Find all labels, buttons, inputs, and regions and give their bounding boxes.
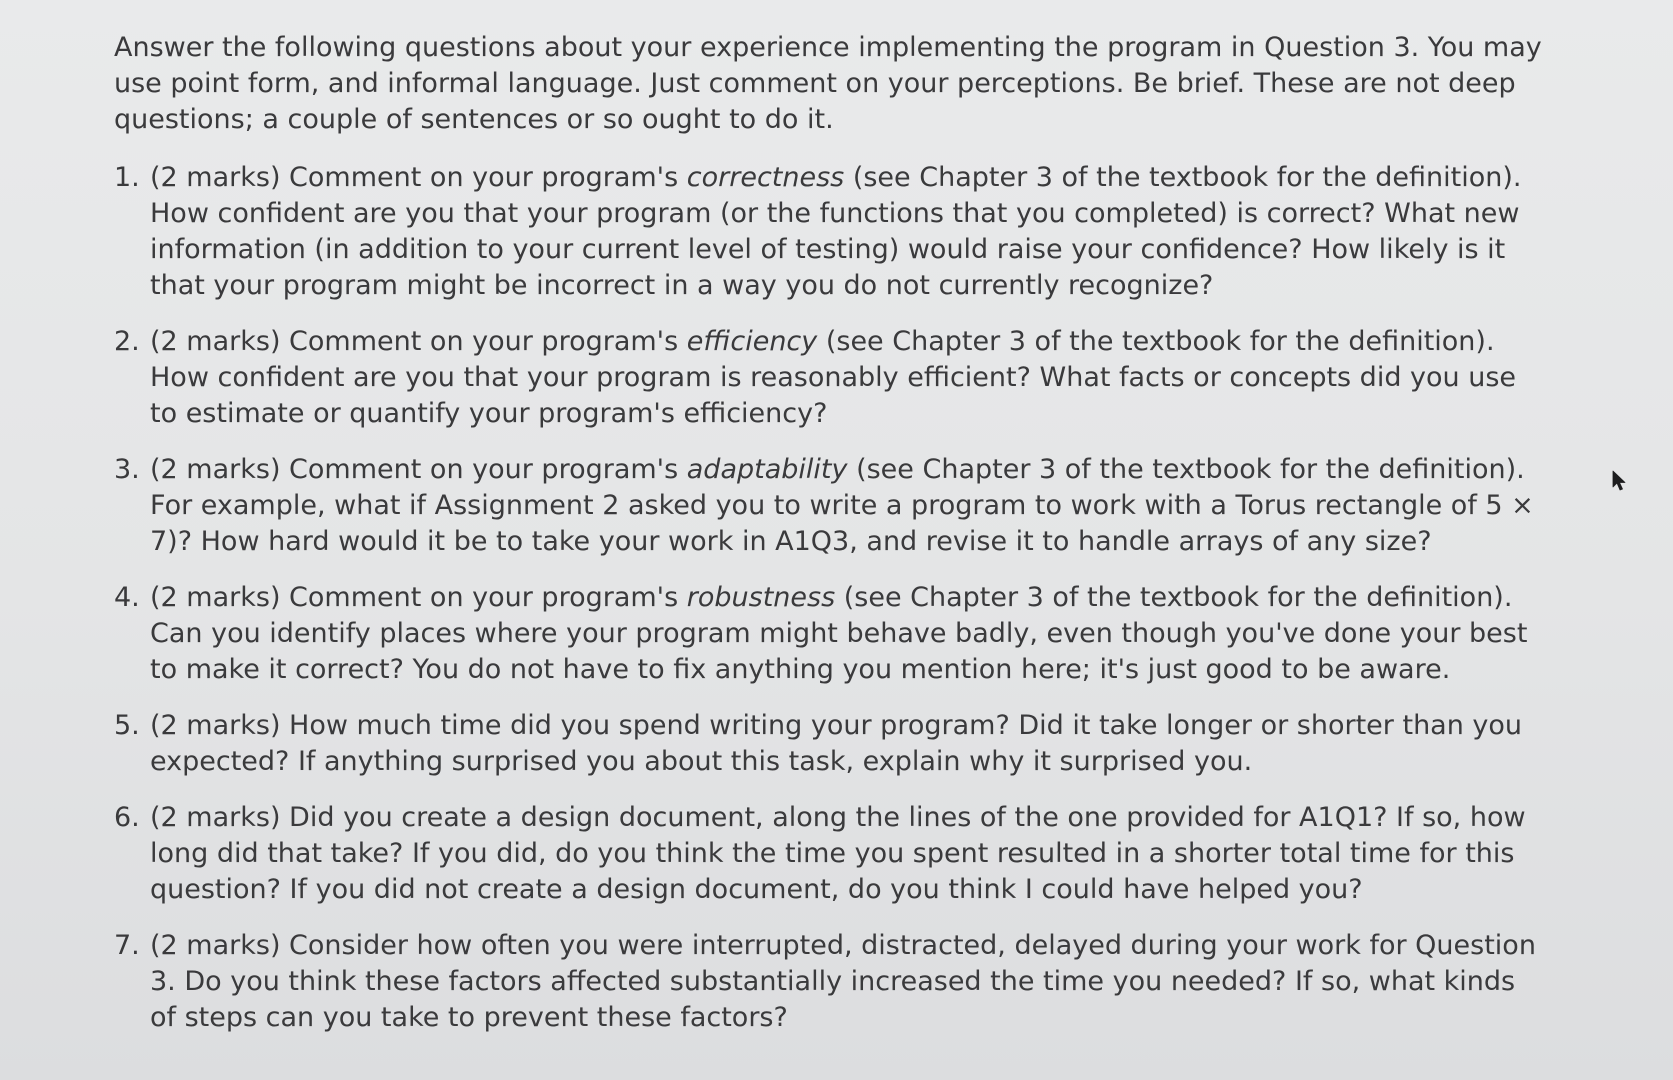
question-7 [114,928,1544,1036]
question-number: 7. [114,930,140,961]
question-text-pre: (2 marks) Comment on your program's [150,326,687,357]
quality-term: adaptability [686,454,848,485]
quality-term: correctness [686,162,845,193]
question-number: 1. [114,162,140,193]
quality-term: efficiency [686,326,818,357]
question-5 [114,708,1544,780]
question-text: (2 marks) Did you create a design document, along the lines of the one provided for A1Q1? If so, how long did that take? If you did, do you think the time you spent resulted in a shorter total time for this question? If you did not create a design document, do you think I could have helped you? [150,802,1526,905]
question-3 [114,452,1544,560]
question-number: 5. [114,710,140,741]
question-text: (2 marks) Consider how often you were interrupted, distracted, delayed during your work for Question 3. Do you think these factors affected substantially increased the time you needed? If so, what kinds of steps can you take to prevent these factors? [150,930,1536,1033]
question-text-pre: (2 marks) Comment on your program's [150,162,687,193]
question-number: 4. [114,582,140,613]
question-text-post: (see Chapter 3 of the textbook for the definition). How confident are you that your program is reasonably efficient? What facts or concepts did you use to estimate or quantify your program's efficiency? [150,326,1517,429]
question-1 [114,160,1544,304]
question-number: 6. [114,802,140,833]
question-2 [114,324,1544,432]
instructions-paragraph: Answer the following questions about your experience implementing the program in Question 3. You may use point form, and informal language. Just comment on your perceptions. Be brief. These are not deep questions; a couple of sentences or so ought to do it. [114,32,1542,135]
document-page [114,30,1544,1056]
question-text-pre: (2 marks) Comment on your program's [150,454,687,485]
question-4 [114,580,1544,688]
question-text [150,160,1544,304]
question-number: 2. [114,326,140,357]
quality-term: robustness [686,582,836,613]
question-6 [114,800,1544,908]
question-text [150,452,1544,560]
question-text-post: (see Chapter 3 of the textbook for the definition). For example, what if Assignment 2 asked you to write a program to work with a Torus rectangle of 5 × 7)? How hard would it be to take your work in A1Q3, and revise it to handle arrays of any size? [150,454,1534,557]
question-text: (2 marks) How much time did you spend writing your program? Did it take longer or shorter than you expected? If anything surprised you about this task, explain why it surprised you. [150,710,1523,777]
question-text-post: (see Chapter 3 of the textbook for the definition). Can you identify places where your program might behave badly, even though you've done your best to make it correct? You do not have to fix anything you mention here; it's just good to be aware. [150,582,1528,685]
question-text [150,324,1544,432]
question-text-pre: (2 marks) Comment on your program's [150,582,687,613]
question-list [114,160,1544,1036]
mouse-pointer-icon [1612,470,1628,492]
question-text-post: (see Chapter 3 of the textbook for the definition). How confident are you that your program (or the functions that you completed) is correct? What new information (in addition to your current level of testing) would raise your confidence? How likely is it that your program might be incorrect in a way you do not currently recognize? [150,162,1522,301]
question-number: 3. [114,454,140,485]
question-text [150,580,1544,688]
